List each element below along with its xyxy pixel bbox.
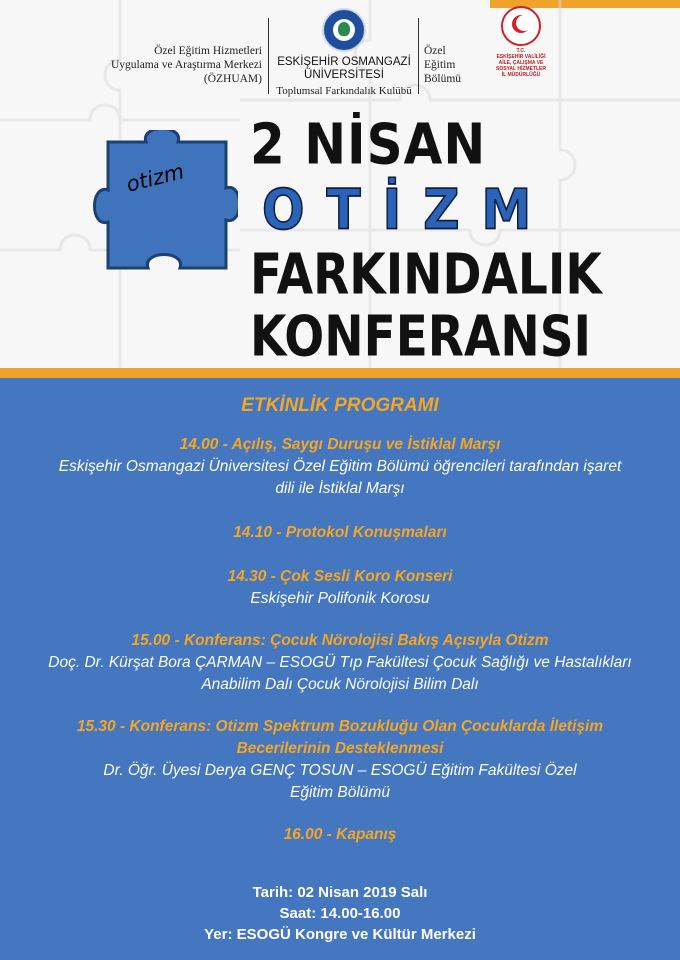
puzzle-piece-icon [88, 130, 238, 280]
ministry-logo-text: T.C. ESKİŞEHİR VALİLİĞİ AİLE, ÇALIŞMA VE SOSYAL HİZMETLER İL MÜDÜRLÜĞÜ [495, 48, 546, 78]
program-item-detail: Eskişehir Osmangazi Üniversitesi Özel Eğitim Bölümü öğrencileri tarafından işaret dili ile İstiklal Marşı [58, 458, 622, 497]
program-item-title: 16.00 - Kapanış [283, 826, 397, 843]
ozhuam-line-2: Uygulama ve Araştırma Merkezi [110, 59, 262, 71]
header-area [0, 0, 680, 368]
program-item-detail: Dr. Öğr. Üyesi Derya GENÇ TOSUN – ESOGÜ Eğitim Fakültesi Özel Eğitim Bölümü [103, 762, 577, 801]
event-info [0, 882, 680, 945]
program-item-title: 14.00 - Açılış, Saygı Duruşu ve İstiklal Marşı [179, 436, 501, 453]
ozhuam-name [90, 44, 262, 86]
university-block [272, 8, 416, 97]
program-item [40, 630, 640, 696]
university-name-line-1: ESKİŞEHİR OSMANGAZİ [277, 56, 411, 68]
ministry-logo [492, 6, 550, 78]
event-date: Tarih: 02 Nisan 2019 Salı [252, 884, 428, 901]
university-name-line-2: ÜNİVERSİTESİ [304, 69, 384, 81]
program-heading: ETKİNLİK PROGRAMI [241, 395, 439, 416]
orange-divider [0, 368, 680, 378]
title-otizm: OTİZM [262, 178, 554, 242]
university-name [272, 56, 416, 82]
title-konferansi: KONFERANSI [250, 304, 592, 368]
program-item-title: 15.30 - Konferans: Otizm Spektrum Bozukluğu Olan Çocuklarda İletişim Becerilerinin Desteklenmesi [76, 718, 604, 757]
program-item-title: 14.30 - Çok Sesli Koro Konseri [227, 568, 453, 585]
program-item [40, 522, 640, 544]
divider-left [268, 18, 269, 94]
event-hours: Saat: 14.00-16.00 [279, 905, 401, 922]
divider-right [418, 18, 419, 94]
program-item-title: 14.10 - Protokol Konuşmaları [233, 524, 447, 541]
university-logo-icon [322, 8, 366, 52]
department-line-2: Eğitim [424, 59, 456, 71]
department-line-3: Bölümü [424, 73, 462, 85]
ozhuam-line-1: Özel Eğitim Hizmetleri [154, 45, 262, 57]
club-name: Toplumsal Farkındalık Kulübü [276, 85, 412, 97]
title-farkindalik: FARKINDALIK [250, 242, 602, 308]
program-item [40, 566, 640, 610]
event-place: Yer: ESOGÜ Kongre ve Kültür Merkezi [204, 926, 476, 943]
program-item-title: 15.00 - Konferans: Çocuk Nörolojisi Bakış Açısıyla Otizm [131, 632, 549, 649]
title-date: 2 NİSAN [250, 112, 487, 177]
program-item-detail: Doç. Dr. Kürşat Bora ÇARMAN – ESOGÜ Tıp Fakültesi Çocuk Sağlığı ve Hastalıkları Anabilim Dalı Çocuk Nörolojisi Bilim Dalı [48, 654, 632, 693]
program-item-detail: Eskişehir Polifonik Korosu [250, 590, 430, 607]
program-item [40, 434, 640, 500]
program-item [40, 824, 640, 846]
ozhuam-line-3: (ÖZHUAM) [203, 73, 262, 85]
ministry-emblem-icon [501, 6, 541, 46]
program-item [40, 716, 640, 804]
department-name [424, 44, 461, 86]
department-line-1: Özel [424, 45, 446, 57]
puzzle-label: otizm [123, 159, 187, 197]
